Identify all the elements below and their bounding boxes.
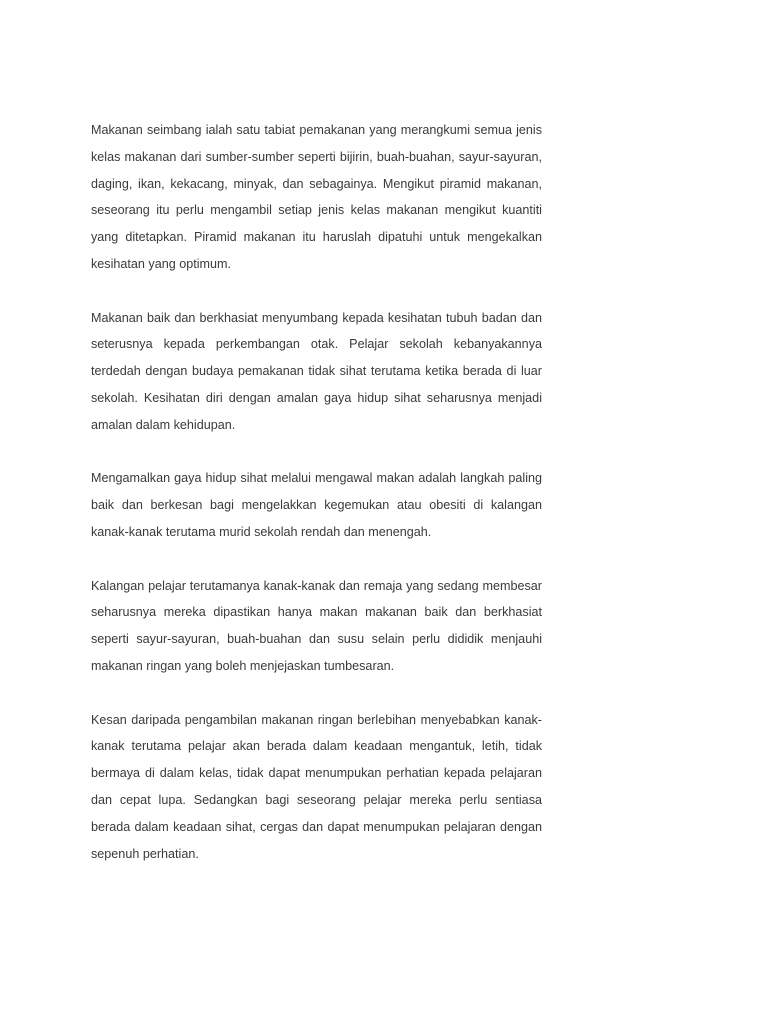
paragraph-4: Kalangan pelajar terutamanya kanak-kanak dan remaja yang sedang membesar seharusnya mereka dipastikan hanya makan makanan baik dan berkhasiat seperti sayur-sayuran, buah-buahan dan susu selain perlu dididik menjauhi makanan ringan yang boleh menjejaskan tumbesaran. [91, 578, 542, 673]
paragraph-1: Makanan seimbang ialah satu tabiat pemakanan yang merangkumi semua jenis kelas makanan dari sumber-sumber seperti bijirin, buah-buahan, sayur-sayuran, daging, ikan, kekacang, minyak, dan sebagainya. Mengikut piramid makanan, seseorang itu perlu mengambil setiap jenis kelas makanan mengikut kuantiti yang ditetapkan. Piramid makanan itu haruslah dipatuhi untuk mengekalkan kesihatan yang optimum. [91, 123, 542, 271]
paragraph-3: Mengamalkan gaya hidup sihat melalui mengawal makan adalah langkah paling baik dan berkesan bagi mengelakkan kegemukan atau obesiti di kalangan kanak-kanak terutama murid sekolah rendah dan menengah. [91, 471, 542, 539]
paragraph-2: Makanan baik dan berkhasiat menyumbang kepada kesihatan tubuh badan dan seterusnya kepada perkembangan otak. Pelajar sekolah kebanyakannya terdedah dengan budaya pemakanan tidak sihat terutama ketika berada di luar sekolah. Kesihatan diri dengan amalan gaya hidup sihat seharusnya menjadi amalan dalam kehidupan. [91, 310, 542, 432]
document-body [91, 117, 542, 894]
paragraph-5: Kesan daripada pengambilan makanan ringan berlebihan menyebabkan kanak-kanak terutama pelajar akan berada dalam keadaan mengantuk, letih, tidak bermaya di dalam kelas, tidak dapat menumpukan perhatian kepada pelajaran dan cepat lupa. Sedangkan bagi seseorang pelajar mereka perlu sentiasa berada dalam keadaan sihat, cergas dan dapat menumpukan pelajaran dengan sepenuh perhatian. [91, 712, 542, 861]
